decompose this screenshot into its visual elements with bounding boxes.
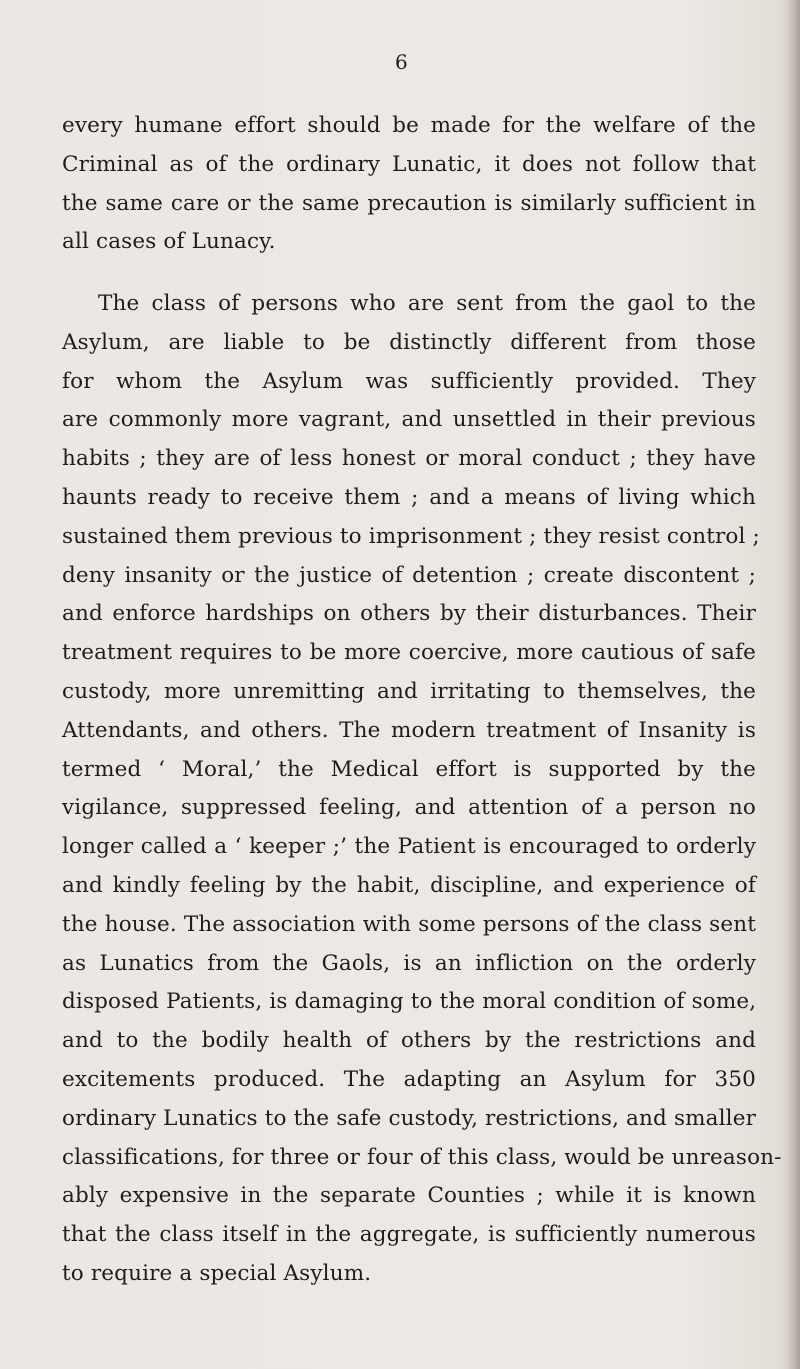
text-line: excitements produced. The adapting an Asylum for 350 [62,1066,756,1092]
page-number: 6 [395,50,408,74]
text-line: the same care or the same precaution is similarly sufficient in [62,190,756,216]
text-line: classifications, for three or four of this class, would be unreason- [62,1144,782,1170]
page-edge-shadow [786,0,800,1369]
text-line: Asylum, are liable to be distinctly different from those [62,329,756,355]
text-line: every humane effort should be made for the welfare of the [62,113,756,138]
text-line: as Lunatics from the Gaols, is an infliction on the orderly [62,950,756,976]
text-line: Criminal as of the ordinary Lunatic, it does not follow that [62,151,756,177]
paragraph-1 [62,107,756,262]
text-line: vigilance, suppressed feeling, and attention of a person no [62,795,756,821]
text-line: custody, more unremitting and irritating to themselves, the [62,678,756,704]
text-line: and kindly feeling by the habit, discipline, and experience of [62,872,756,898]
text-line: ordinary Lunatics to the safe custody, restrictions, and smaller [62,1105,756,1131]
text-line: habits ; they are of less honest or moral conduct ; they have [62,446,756,472]
text-line: and enforce hardships on others by their disturbances. Their [62,601,756,627]
text-line: are commonly more vagrant, and unsettled in their previous [62,407,756,433]
text-line: to require a special Asylum. [62,1260,372,1286]
text-line: termed ‘ Moral,’ the Medical effort is supported by the [62,756,756,782]
text-line: the house. The association with some persons of the class sent [62,911,756,937]
text-line: Attendants, and others. The modern treatment of Insanity is [62,717,756,743]
text-line: longer called a ‘ keeper ;’ the Patient is encouraged to orderly [62,834,756,860]
text-line: disposed Patients, is damaging to the moral condition of some, [62,989,757,1015]
text-line: ably expensive in the separate Counties ; while it is known [62,1183,756,1209]
text-line: for whom the Asylum was sufficiently provided. They [62,368,756,394]
text-line: The class of persons who are sent from the gaol to the [98,291,756,316]
text-line: that the class itself in the aggregate, is sufficiently numerous [62,1222,756,1248]
text-line: haunts ready to receive them ; and a means of living which [62,484,756,510]
text-line: and to the bodily health of others by the restrictions and [62,1028,756,1054]
paragraph-2 [62,285,782,1294]
text-line: sustained them previous to imprisonment ; they resist control ; [62,523,760,549]
text-line: all cases of Lunacy. [62,229,276,255]
text-line: treatment requires to be more coercive, more cautious of safe [62,640,756,666]
text-line: deny insanity or the justice of detention ; create discontent ; [62,562,756,588]
